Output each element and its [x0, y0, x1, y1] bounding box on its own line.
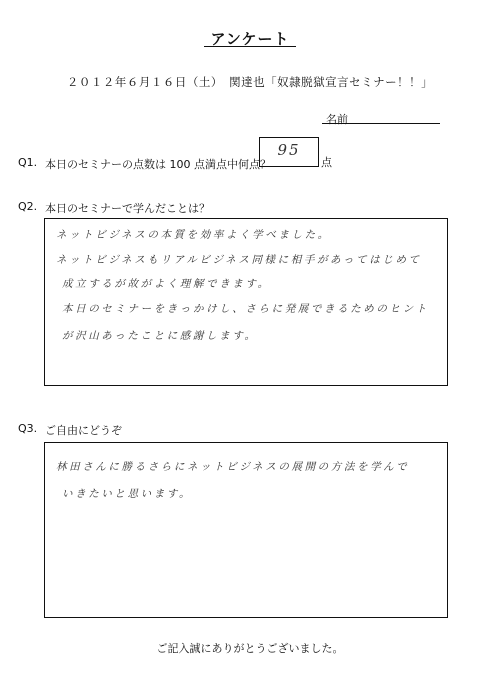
q2-answer-line: 本日のセミナーをきっかけし、さらに発展できるためのヒント — [62, 303, 429, 315]
event-line: ２０１２年６月１６日（土） 関達也「奴隷脱獄宣言セミナー！！」 — [66, 75, 434, 89]
q2-question: 本日のセミナーで学んだことは？ — [45, 202, 210, 215]
q2-answer-line: ネットビジネスもリアルビジネス同様に相手があってはじめて — [56, 254, 422, 266]
form-title: アンケート — [210, 30, 290, 48]
title-underline — [204, 46, 296, 47]
q2-label: Q2. — [18, 200, 38, 213]
q3-answer-line: いきたいと思います。 — [62, 488, 193, 500]
q2-answer-line: が沢山あったことに感謝します。 — [62, 330, 258, 342]
q3-label: Q3. — [18, 422, 38, 435]
score-answer: 95 — [277, 141, 301, 159]
q1-question: 本日のセミナーの点数は 100 点満点中何点？ — [45, 158, 271, 171]
footer-thanks: ご記入誠にありがとうございました。 — [156, 642, 344, 655]
q2-answer-line: ネットビジネスの本質を効率よく学べました。 — [56, 229, 331, 241]
score-unit: 点 — [321, 156, 332, 169]
q2-answer-line: 成立するが故がよく理解できます。 — [62, 278, 271, 290]
name-label: 名前 — [326, 113, 348, 126]
q3-answer-line: 林田さんに勝るさらにネットビジネスの展開の方法を学んで — [56, 461, 410, 473]
name-field-line[interactable] — [322, 123, 440, 124]
q1-label: Q1. — [18, 156, 38, 169]
q3-question: ご自由にどうぞ — [45, 424, 122, 437]
